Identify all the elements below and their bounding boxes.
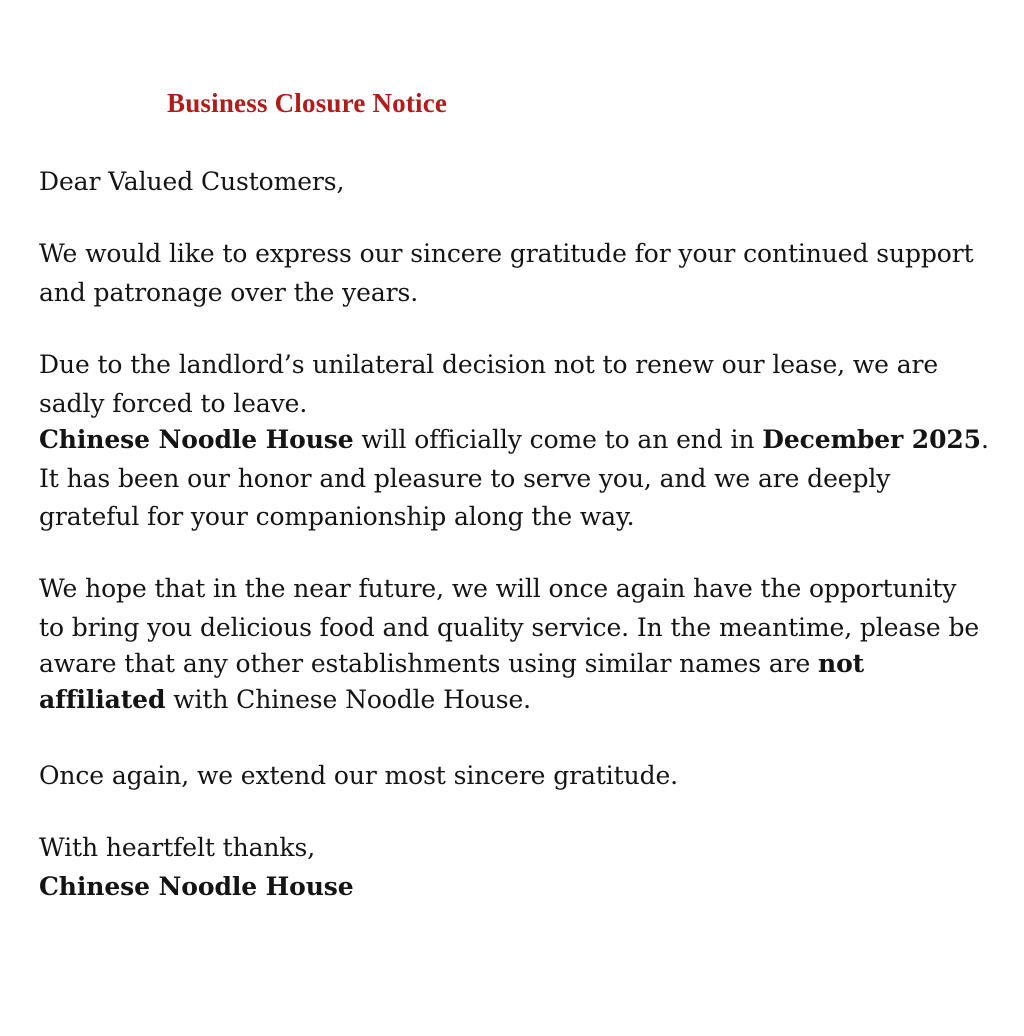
greeting: Dear Valued Customers, [39, 167, 345, 196]
paragraph-3-line-1: We hope that in the near future, we will once again have the opportunity [39, 574, 957, 603]
paragraph-2-line-1: Due to the landlord’s unilateral decision not to renew our lease, we are [39, 350, 939, 379]
paragraph-3-line-4 [39, 684, 531, 716]
notice-title: Business Closure Notice [167, 88, 448, 118]
affiliation-tail-text: with Chinese Noodle House. [165, 685, 532, 714]
not-bold: not [818, 649, 865, 678]
paragraph-3-line-3 [39, 648, 864, 680]
affiliation-warning-text: aware that any other establishments using similar names are [39, 649, 819, 678]
paragraph-2-line-5: grateful for your companionship along the way. [39, 502, 635, 531]
paragraph-2-line-2: sadly forced to leave. [39, 389, 308, 418]
paragraph-2-line-3 [39, 424, 989, 456]
affiliated-bold: affiliated [39, 685, 166, 714]
closure-sentence: will officially come to an end in [353, 425, 763, 454]
signature: Chinese Noodle House [39, 872, 354, 901]
paragraph-4: Once again, we extend our most sincere gratitude. [39, 761, 679, 790]
paragraph-1-line-1: We would like to express our sincere gratitude for your continued support [39, 239, 974, 268]
paragraph-1-line-2: and patronage over the years. [39, 278, 419, 307]
closure-date-bold: December 2025 [762, 425, 981, 454]
closure-period: . [980, 425, 989, 454]
business-name-bold: Chinese Noodle House [39, 425, 354, 454]
closing-line: With heartfelt thanks, [39, 833, 316, 862]
paragraph-2-line-4: It has been our honor and pleasure to serve you, and we are deeply [39, 464, 891, 493]
paragraph-3-line-2: to bring you delicious food and quality service. In the meantime, please be [39, 613, 980, 642]
